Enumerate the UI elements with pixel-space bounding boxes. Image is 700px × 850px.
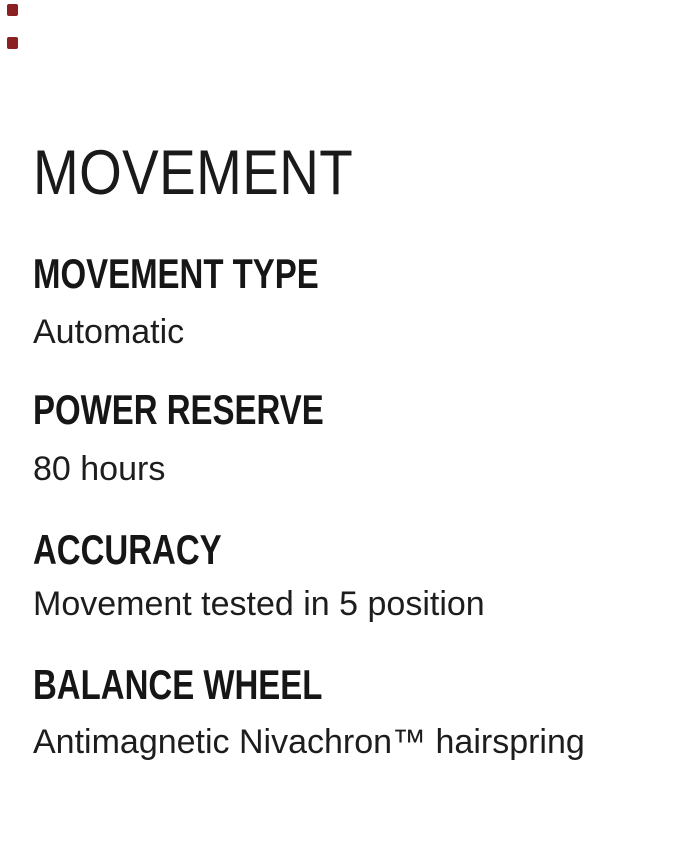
broken-image-icon <box>7 37 18 49</box>
spec-label-accuracy: ACCURACY <box>33 526 222 573</box>
spec-value-movement-type: Automatic <box>33 313 185 351</box>
spec-label-power-reserve: POWER RESERVE <box>33 386 324 433</box>
spec-value-power-reserve: 80 hours <box>33 450 166 488</box>
spec-value-balance-wheel: Antimagnetic Nivachron™ hairspring <box>33 723 585 761</box>
spec-value-accuracy: Movement tested in 5 position <box>33 585 485 623</box>
spec-label-balance-wheel: BALANCE WHEEL <box>33 661 323 708</box>
spec-label-movement-type: MOVEMENT TYPE <box>33 250 319 297</box>
broken-image-icon <box>7 4 18 16</box>
section-title: MOVEMENT <box>33 138 354 208</box>
